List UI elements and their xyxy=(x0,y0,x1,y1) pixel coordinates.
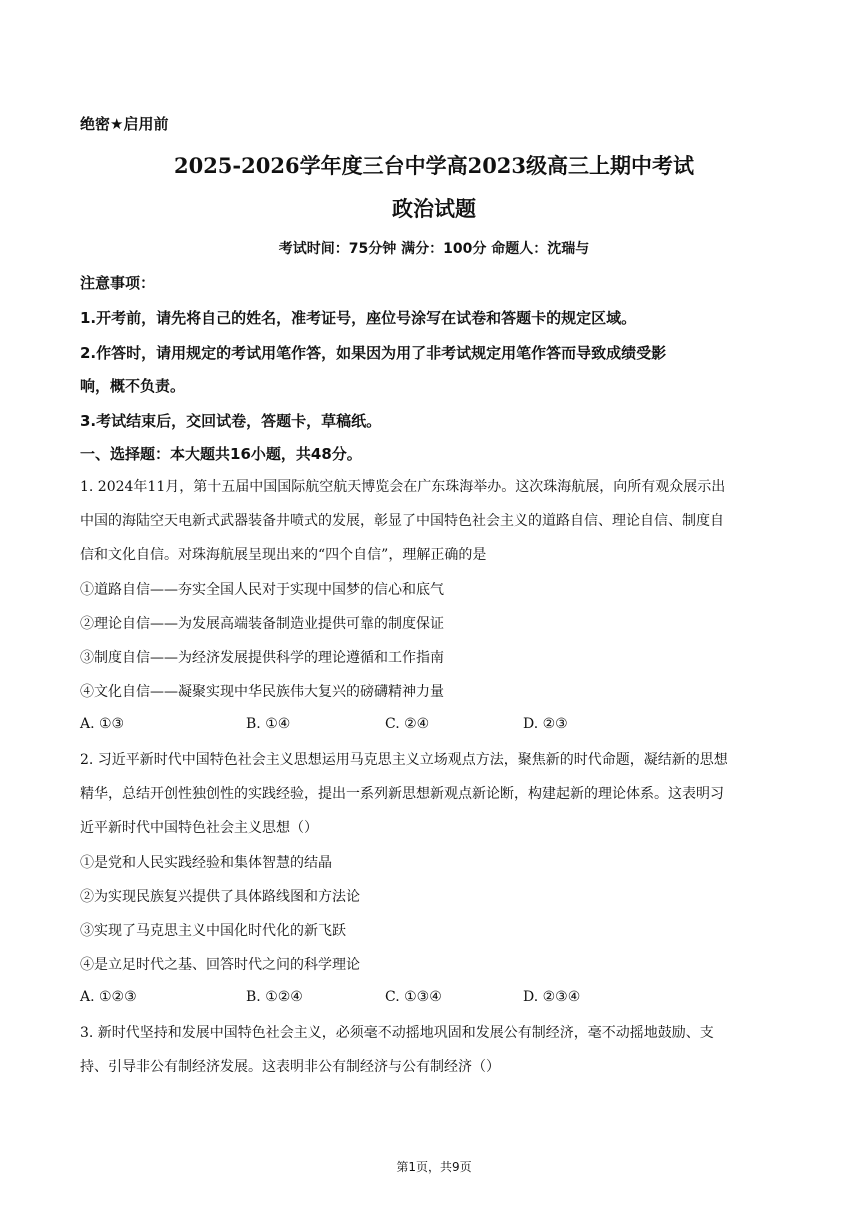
question-stem-line: 持、引导非公有制经济发展。这表明非公有制经济与公有制经济（） xyxy=(80,1059,500,1075)
question-stem-line: 3. 新时代坚持和发展中国特色社会主义，必须毫不动摇地巩固和发展公有制经济，毫不动摇地鼓励、支 xyxy=(80,1025,714,1041)
choice-b: B. ①②④ xyxy=(246,989,303,1005)
statement: ③实现了马克思主义中国化时代化的新飞跃 xyxy=(80,923,346,939)
page-footer: 第1页，共9页 xyxy=(396,1160,472,1174)
choice-d: D. ②③ xyxy=(523,716,568,732)
question-stem-line: 精华，总结开创性独创性的实践经验，提出一系列新思想新观点新论断，构建起新的理论体系。这表明习 xyxy=(80,786,724,802)
statement: ④是立足时代之基、回答时代之问的科学理论 xyxy=(80,957,360,973)
statement: ①道路自信——夯实全国人民对于实现中国梦的信心和底气 xyxy=(80,582,444,598)
notice-heading: 注意事项： xyxy=(80,274,156,292)
question-stem-line: 中国的海陆空天电新式武器装备井喷式的发展，彰显了中国特色社会主义的道路自信、理论自信、制度自 xyxy=(80,513,724,529)
question-stem-line: 1. 2024年11月，第十五届中国国际航空航天博览会在广东珠海举办。这次珠海航展，向所有观众展示出 xyxy=(80,479,726,495)
question-stem-line: 近平新时代中国特色社会主义思想（） xyxy=(80,820,318,836)
section-heading: 一、选择题：本大题共16小题，共48分。 xyxy=(80,445,362,463)
notice-item: 1.开考前，请先将自己的姓名，准考证号，座位号涂写在试卷和答题卡的规定区域。 xyxy=(80,309,637,327)
exam-meta: 考试时间：75分钟 满分：100分 命题人：沈瑞与 xyxy=(278,241,590,257)
choice-b: B. ①④ xyxy=(246,716,291,732)
statement: ②理论自信——为发展高端装备制造业提供可靠的制度保证 xyxy=(80,616,444,632)
notice-item: 3.考试结束后，交回试卷，答题卡，草稿纸。 xyxy=(80,412,382,430)
choice-c: C. ①③④ xyxy=(385,989,442,1005)
notice-item: 2.作答时，请用规定的考试用笔作答，如果因为用了非考试规定用笔作答而导致成绩受影 xyxy=(80,344,667,362)
exam-subject: 政治试题 xyxy=(392,196,476,221)
secret-mark: 绝密★启用前 xyxy=(80,115,169,133)
statement: ④文化自信——凝聚实现中华民族伟大复兴的磅礴精神力量 xyxy=(80,684,444,700)
question-stem-line: 信和文化自信。对珠海航展呈现出来的“四个自信”，理解正确的是 xyxy=(80,547,487,563)
statement: ③制度自信——为经济发展提供科学的理论遵循和工作指南 xyxy=(80,650,444,666)
statement: ②为实现民族复兴提供了具体路线图和方法论 xyxy=(80,889,360,905)
choice-c: C. ②④ xyxy=(385,716,430,732)
choice-d: D. ②③④ xyxy=(523,989,581,1005)
exam-title: 2025-2026学年度三台中学高2023级高三上期中考试 xyxy=(173,153,695,178)
statement: ①是党和人民实践经验和集体智慧的结晶 xyxy=(80,855,332,871)
choice-a: A. ①③ xyxy=(80,716,125,732)
choice-a: A. ①②③ xyxy=(80,989,137,1005)
notice-item: 响，概不负责。 xyxy=(80,377,186,395)
question-stem-line: 2. 习近平新时代中国特色社会主义思想运用马克思主义立场观点方法，聚焦新的时代命题，凝结新的思想 xyxy=(80,752,728,768)
